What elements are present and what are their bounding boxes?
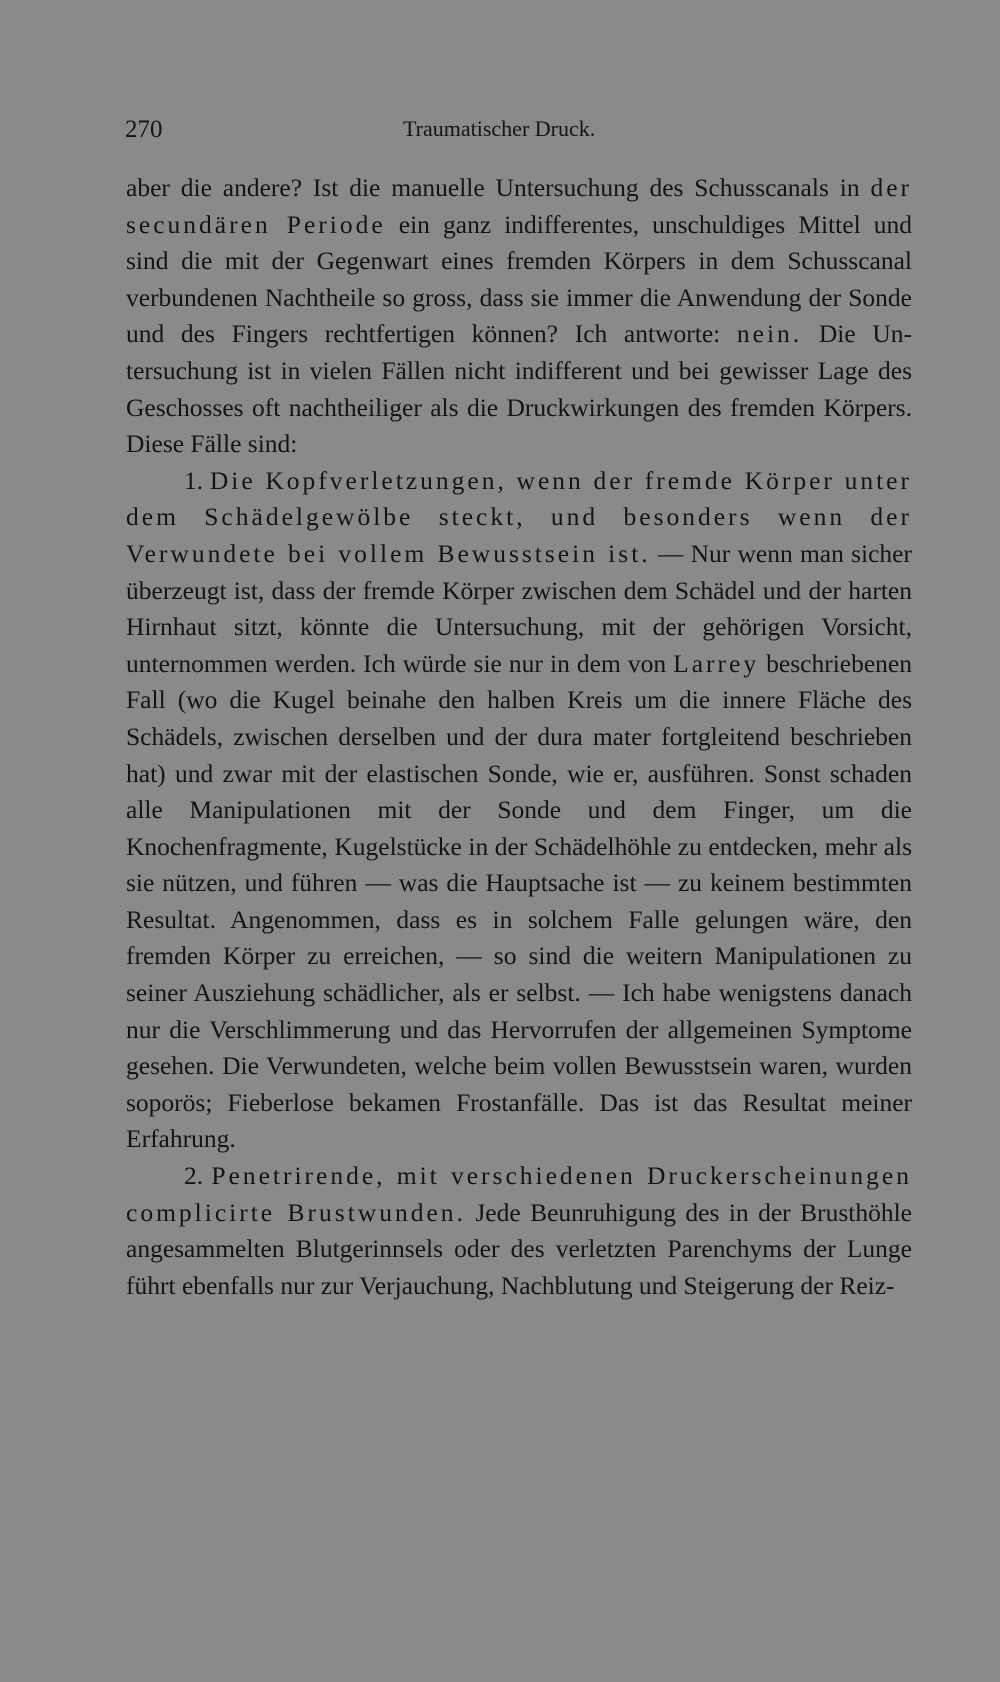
page-number: 270 xyxy=(125,116,163,143)
paragraph-2-heading: Die Kopfverletzungen, wenn der fremde Körper unter dem Schädelgewölbe steckt, und besonders wenn der Verwundete bei vollem Bewusstsein ist. xyxy=(126,465,912,568)
paragraph-1-spaced-1: der secundären Periode xyxy=(126,173,912,239)
paragraph-2-number: 1. xyxy=(184,465,210,495)
paragraph-3-number: 2. xyxy=(184,1161,212,1191)
body-text xyxy=(126,170,912,1304)
paragraph-1-text-1: aber die andere? Ist die manuelle Untersuchung des Schusscanals in xyxy=(126,173,871,202)
paragraph-3-heading: Penetrirende, mit verschiedenen Druckerscheinungen complicirte Brustwunden. xyxy=(126,1161,913,1227)
paragraph-1-spaced-2: nein. xyxy=(736,319,803,349)
paragraph-1 xyxy=(126,170,912,463)
paragraph-1-text-2: ein ganz indifferentes, unschuldiges Mittel und sind die mit der Gegenwart eines fremden Körpers in dem Schusscanal verbundenen Nachtheile so gross, dass sie immer die Anwendung der Sonde und des Fingers rechtfertigen können? Ich antworte: xyxy=(126,209,912,349)
paragraph-3-text-1: Jede Beunruhigung des in der Brusthöhle angesammelten Blutgerinnsels oder des verletzten Parenchyms der Lunge führt ebenfalls nur zur Verjauchung, Nachblutung und Steigerung der Reiz- xyxy=(126,1197,912,1300)
paragraph-2-author-name: Larrey xyxy=(673,648,760,678)
paragraph-2-text-1: — Nur wenn man sicher überzeugt ist, dass der fremde Körper zwischen dem Schädel und der harten Hirnhaut sitzt, könnte die Untersuchung, mit der gehörigen Vorsicht, unternommen werden. Ich würde sie nur in dem von xyxy=(126,538,912,678)
paragraph-2-text-2: beschriebenen Fall (wo die Kugel beinahe den halben Kreis um die innere Fläche des Schädels, zwischen derselben und der dura mater fortgleitend beschrieben hat) und zwar mit der elastischen Sonde, wie er, ausführen. Sonst schaden alle Manipulationen mit der Sonde und dem Finger, um die Knochenfragmente, Kugelstücke in der Schädelhöhle zu entdecken, mehr als sie nützen, und führen — was die Hauptsache ist — zu keinem bestimmten Resultat. Angenommen, dass es in solchem Falle gelungen wäre, den fremden Körper zu erreichen, — so sind die weitern Manipulationen zu seiner Ausziehung schädlicher, als er selbst. — Ich habe wenigstens danach nur die Verschlimmerung und das Hervorrufen der allgemeinen Symptome gesehen. Die Verwundeten, welche beim vollen Bewusstsein waren, wurden soporös; Fieberlose bekamen Frostanfälle. Das ist das Resultat meiner Erfahrung. xyxy=(126,648,912,1154)
running-head: Traumatischer Druck. xyxy=(403,116,596,141)
page-header xyxy=(125,116,912,156)
paragraph-1-text-3: Die Untersuchung ist in vielen Fällen nicht indifferent und bei gewisser Lage des Geschosses oft nachtheiliger als die Druckwirkungen des fremden Körpers. Diese Fälle sind: xyxy=(126,319,913,459)
paragraph-2 xyxy=(126,463,912,1158)
paragraph-3 xyxy=(126,1158,912,1304)
